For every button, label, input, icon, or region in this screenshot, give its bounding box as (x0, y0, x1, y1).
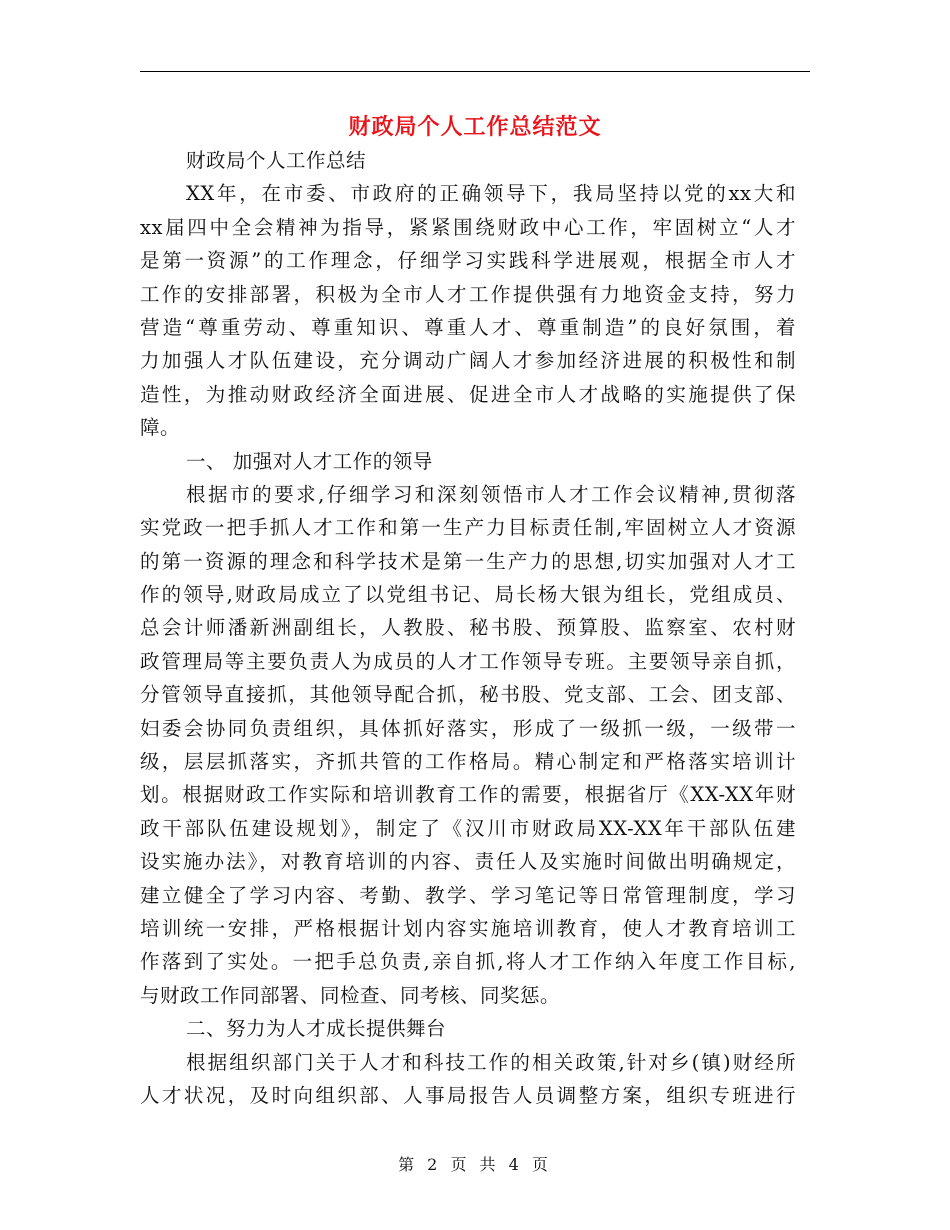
paragraph-line: 作的领导,财政局成立了以党组书记、局长杨大银为组长，党组成员、 (140, 583, 796, 607)
paragraph-line: 作落到了实处。一把手总负责,亲自抓,将人才工作纳入年度工作目标, (140, 950, 796, 974)
page-number: 第 2 页 共 4 页 (398, 1155, 552, 1174)
paragraph-line: 政干部队伍建设规划》，制定了《汉川市财政局XX-XX年干部队伍建 (140, 816, 796, 840)
paragraph-line: XX年，在市委、市政府的正确领导下，我局坚持以党的xx大和 (186, 182, 796, 206)
document-title: 财政局个人工作总结范文 (348, 114, 602, 140)
paragraph-line: 建立健全了学习内容、考勤、教学、学习笔记等日常管理制度，学习 (140, 883, 796, 907)
paragraph-line: 人才状况，及时向组织部、人事局报告人员调整方案，组织专班进行 (140, 1083, 796, 1107)
paragraph-line: 培训统一安排，严格根据计划内容实施培训教育，使人才教育培训工 (140, 916, 796, 940)
paragraph-line: 总会计师潘新洲副组长，人教股、秘书股、预算股、监察室、农村财 (140, 616, 796, 640)
paragraph-line: 营造“尊重劳动、尊重知识、尊重人才、尊重制造”的良好氛围，着 (140, 315, 796, 339)
paragraph-line: 根据组织部门关于人才和科技工作的相关政策,针对乡(镇)财经所 (186, 1050, 796, 1074)
paragraph-line: 妇委会协同负责组织，具体抓好落实，形成了一级抓一级，一级带一 (140, 716, 796, 740)
paragraph-line: 设实施办法》，对教育培训的内容、责任人及实施时间做出明确规定， (140, 850, 796, 874)
header-rule (140, 71, 810, 72)
paragraph-line: 障。 (140, 416, 181, 440)
paragraph-line: 根据市的要求,仔细学习和深刻领悟市人才工作会议精神,贯彻落 (186, 482, 796, 506)
paragraph-line: 是第一资源”的工作理念，仔细学习实践科学进展观，根据全市人才 (140, 249, 796, 273)
paragraph-line: 造性，为推动财政经济全面进展、促进全市人才战略的实施提供了保 (140, 382, 796, 406)
paragraph-line: 实党政一把手抓人才工作和第一生产力目标责任制,牢固树立人才资源 (140, 516, 796, 540)
paragraph-line: 政管理局等主要负责人为成员的人才工作领导专班。主要领导亲自抓， (140, 649, 796, 673)
paragraph-line: 工作的安排部署，积极为全市人才工作提供强有力地资金支持，努力 (140, 282, 796, 306)
subtitle-line: 财政局个人工作总结 (186, 149, 367, 172)
paragraph-line: 级，层层抓落实，齐抓共管的工作格局。精心制定和严格落实培训计 (140, 750, 796, 774)
paragraph-line: 的第一资源的理念和科学技术是第一生产力的思想,切实加强对人才工 (140, 549, 796, 573)
paragraph-line: 与财政工作同部署、同检查、同考核、同奖惩。 (140, 983, 561, 1007)
paragraph-line: 分管领导直接抓，其他领导配合抓，秘书股、党支部、工会、团支部、 (140, 683, 796, 707)
paragraph-line: 划。根据财政工作实际和培训教育工作的需要，根据省厅《XX-XX年财 (140, 783, 796, 807)
paragraph-line: 力加强人才队伍建设，充分调动广阔人才参加经济进展的积极性和制 (140, 349, 796, 373)
document-body (140, 144, 796, 1112)
section-heading: 二、努力为人才成长提供舞台 (186, 1017, 447, 1041)
section-heading: 一、 加强对人才工作的领导 (186, 449, 433, 473)
paragraph-line: xx届四中全会精神为指导，紧紧围绕财政中心工作，牢固树立“人才 (140, 215, 796, 239)
